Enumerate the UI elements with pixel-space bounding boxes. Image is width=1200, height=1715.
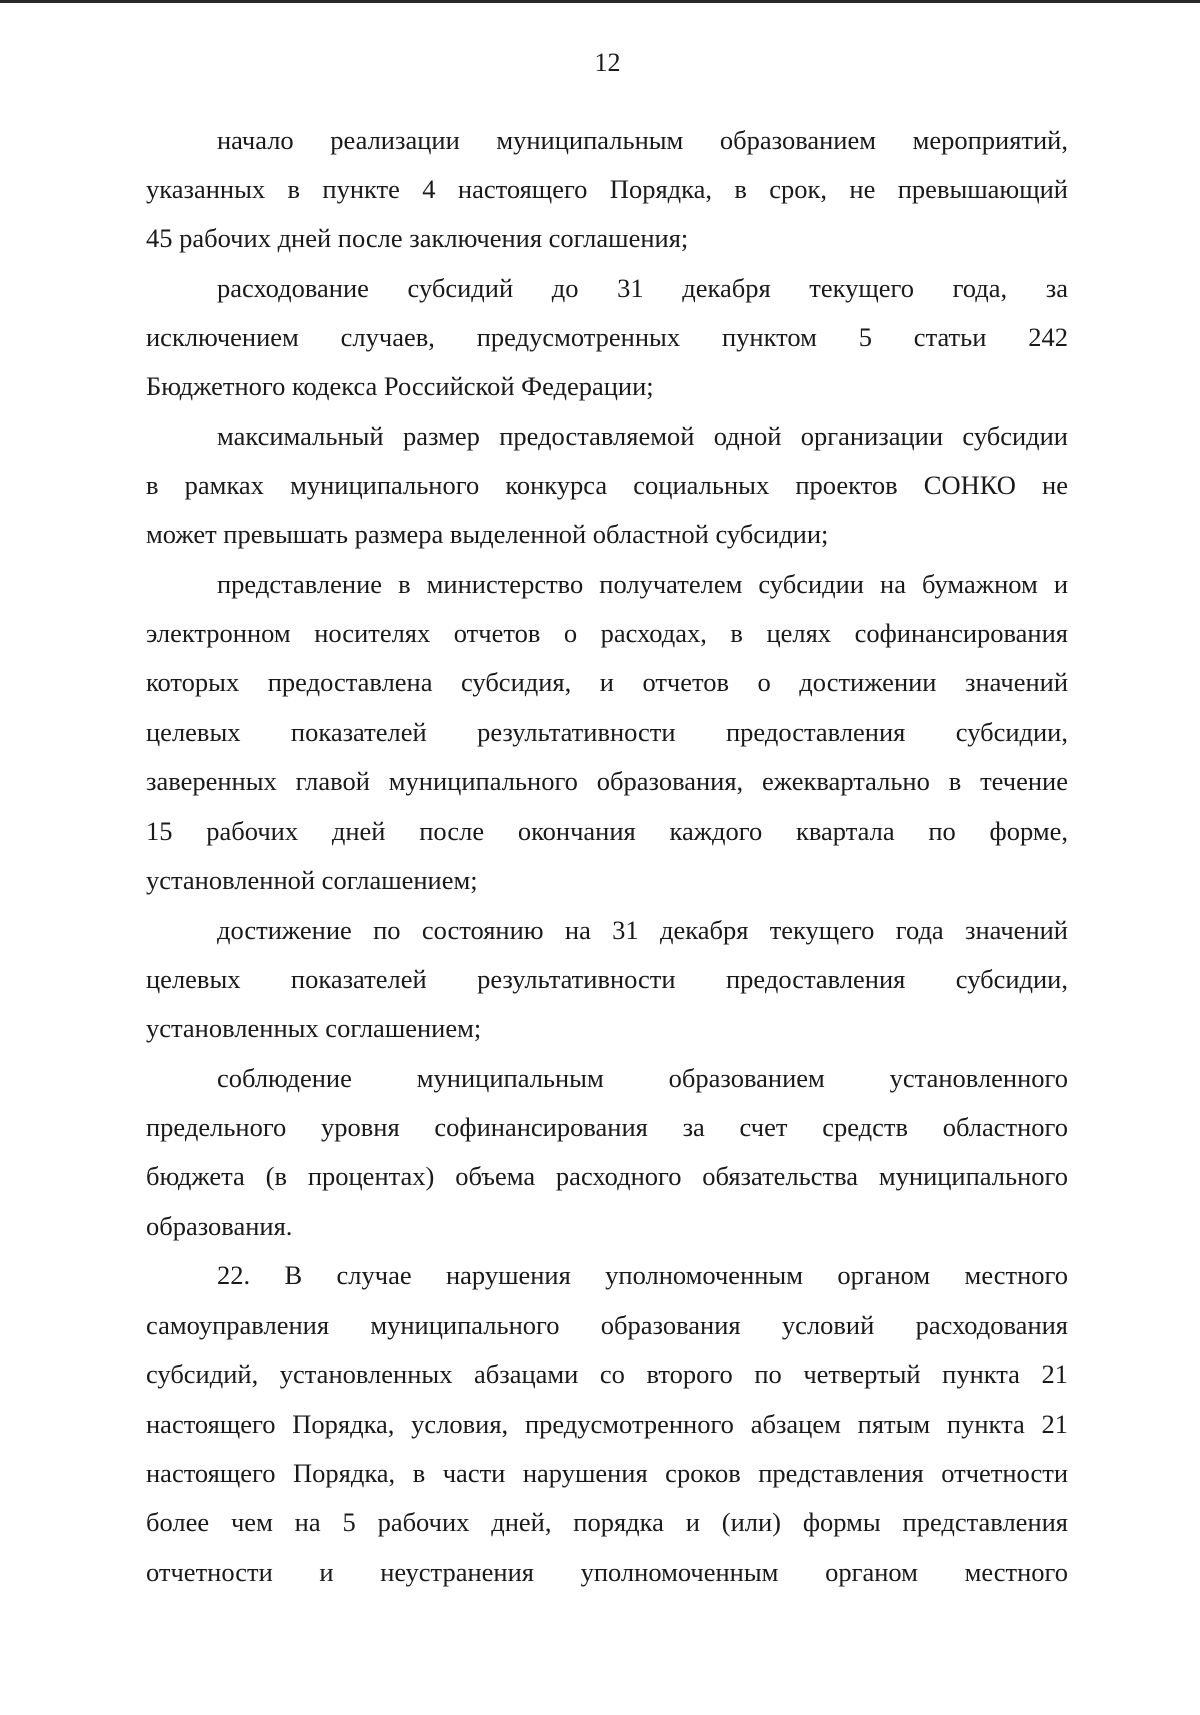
text-line: целевых показателей результативности предоставления субсидии, bbox=[146, 717, 1068, 747]
text-line: указанных в пункте 4 настоящего Порядка, в срок, не превышающий bbox=[146, 174, 1068, 204]
text-line: 15 рабочих дней после окончания каждого квартала по форме, bbox=[146, 816, 1068, 846]
text-line: самоуправления муниципального образования условий расходования bbox=[146, 1310, 1068, 1340]
text-line: представление в министерство получателем субсидии на бумажном и bbox=[217, 569, 1068, 599]
text-line: в рамках муниципального конкурса социальных проектов СОНКО не bbox=[146, 470, 1068, 500]
text-line: более чем на 5 рабочих дней, порядка и (или) формы представления bbox=[146, 1507, 1068, 1537]
text-line: заверенных главой муниципального образования, ежеквартально в течение bbox=[146, 766, 1068, 796]
text-line: 45 рабочих дней после заключения соглашения; bbox=[146, 223, 689, 253]
text-line: максимальный размер предоставляемой одной организации субсидии bbox=[217, 421, 1068, 451]
text-line: установленных соглашением; bbox=[146, 1013, 482, 1043]
text-line: электронном носителях отчетов о расходах, в целях софинансирования bbox=[146, 618, 1068, 648]
text-line: соблюдение муниципальным образованием установленного bbox=[217, 1063, 1068, 1093]
scan-top-edge bbox=[0, 0, 1200, 3]
text-line: Бюджетного кодекса Российской Федерации; bbox=[146, 371, 654, 401]
text-line: установленной соглашением; bbox=[146, 865, 478, 895]
text-line: субсидий, установленных абзацами со второго по четвертый пункта 21 bbox=[146, 1359, 1068, 1389]
text-line: предельного уровня софинансирования за счет средств областного bbox=[146, 1112, 1068, 1142]
text-line: может превышать размера выделенной областной субсидии; bbox=[146, 519, 829, 549]
text-line: целевых показателей результативности предоставления субсидии, bbox=[146, 964, 1068, 994]
text-line: настоящего Порядка, в части нарушения сроков представления отчетности bbox=[146, 1458, 1068, 1488]
text-line: которых предоставлена субсидия, и отчетов о достижении значений bbox=[146, 667, 1068, 697]
text-line: отчетности и неустранения уполномоченным органом местного bbox=[146, 1557, 1068, 1587]
text-line: исключением случаев, предусмотренных пунктом 5 статьи 242 bbox=[146, 322, 1068, 352]
text-line: 22. В случае нарушения уполномоченным органом местного bbox=[217, 1260, 1068, 1290]
text-line: расходование субсидий до 31 декабря текущего года, за bbox=[217, 273, 1068, 303]
text-line: начало реализации муниципальным образованием мероприятий, bbox=[217, 125, 1068, 155]
text-line: образования. bbox=[146, 1211, 293, 1241]
text-line: бюджета (в процентах) объема расходного обязательства муниципального bbox=[146, 1161, 1068, 1191]
text-line: настоящего Порядка, условия, предусмотренного абзацем пятым пункта 21 bbox=[146, 1409, 1068, 1439]
page-number: 12 bbox=[594, 48, 621, 77]
text-line: достижение по состоянию на 31 декабря текущего года значений bbox=[217, 915, 1068, 945]
